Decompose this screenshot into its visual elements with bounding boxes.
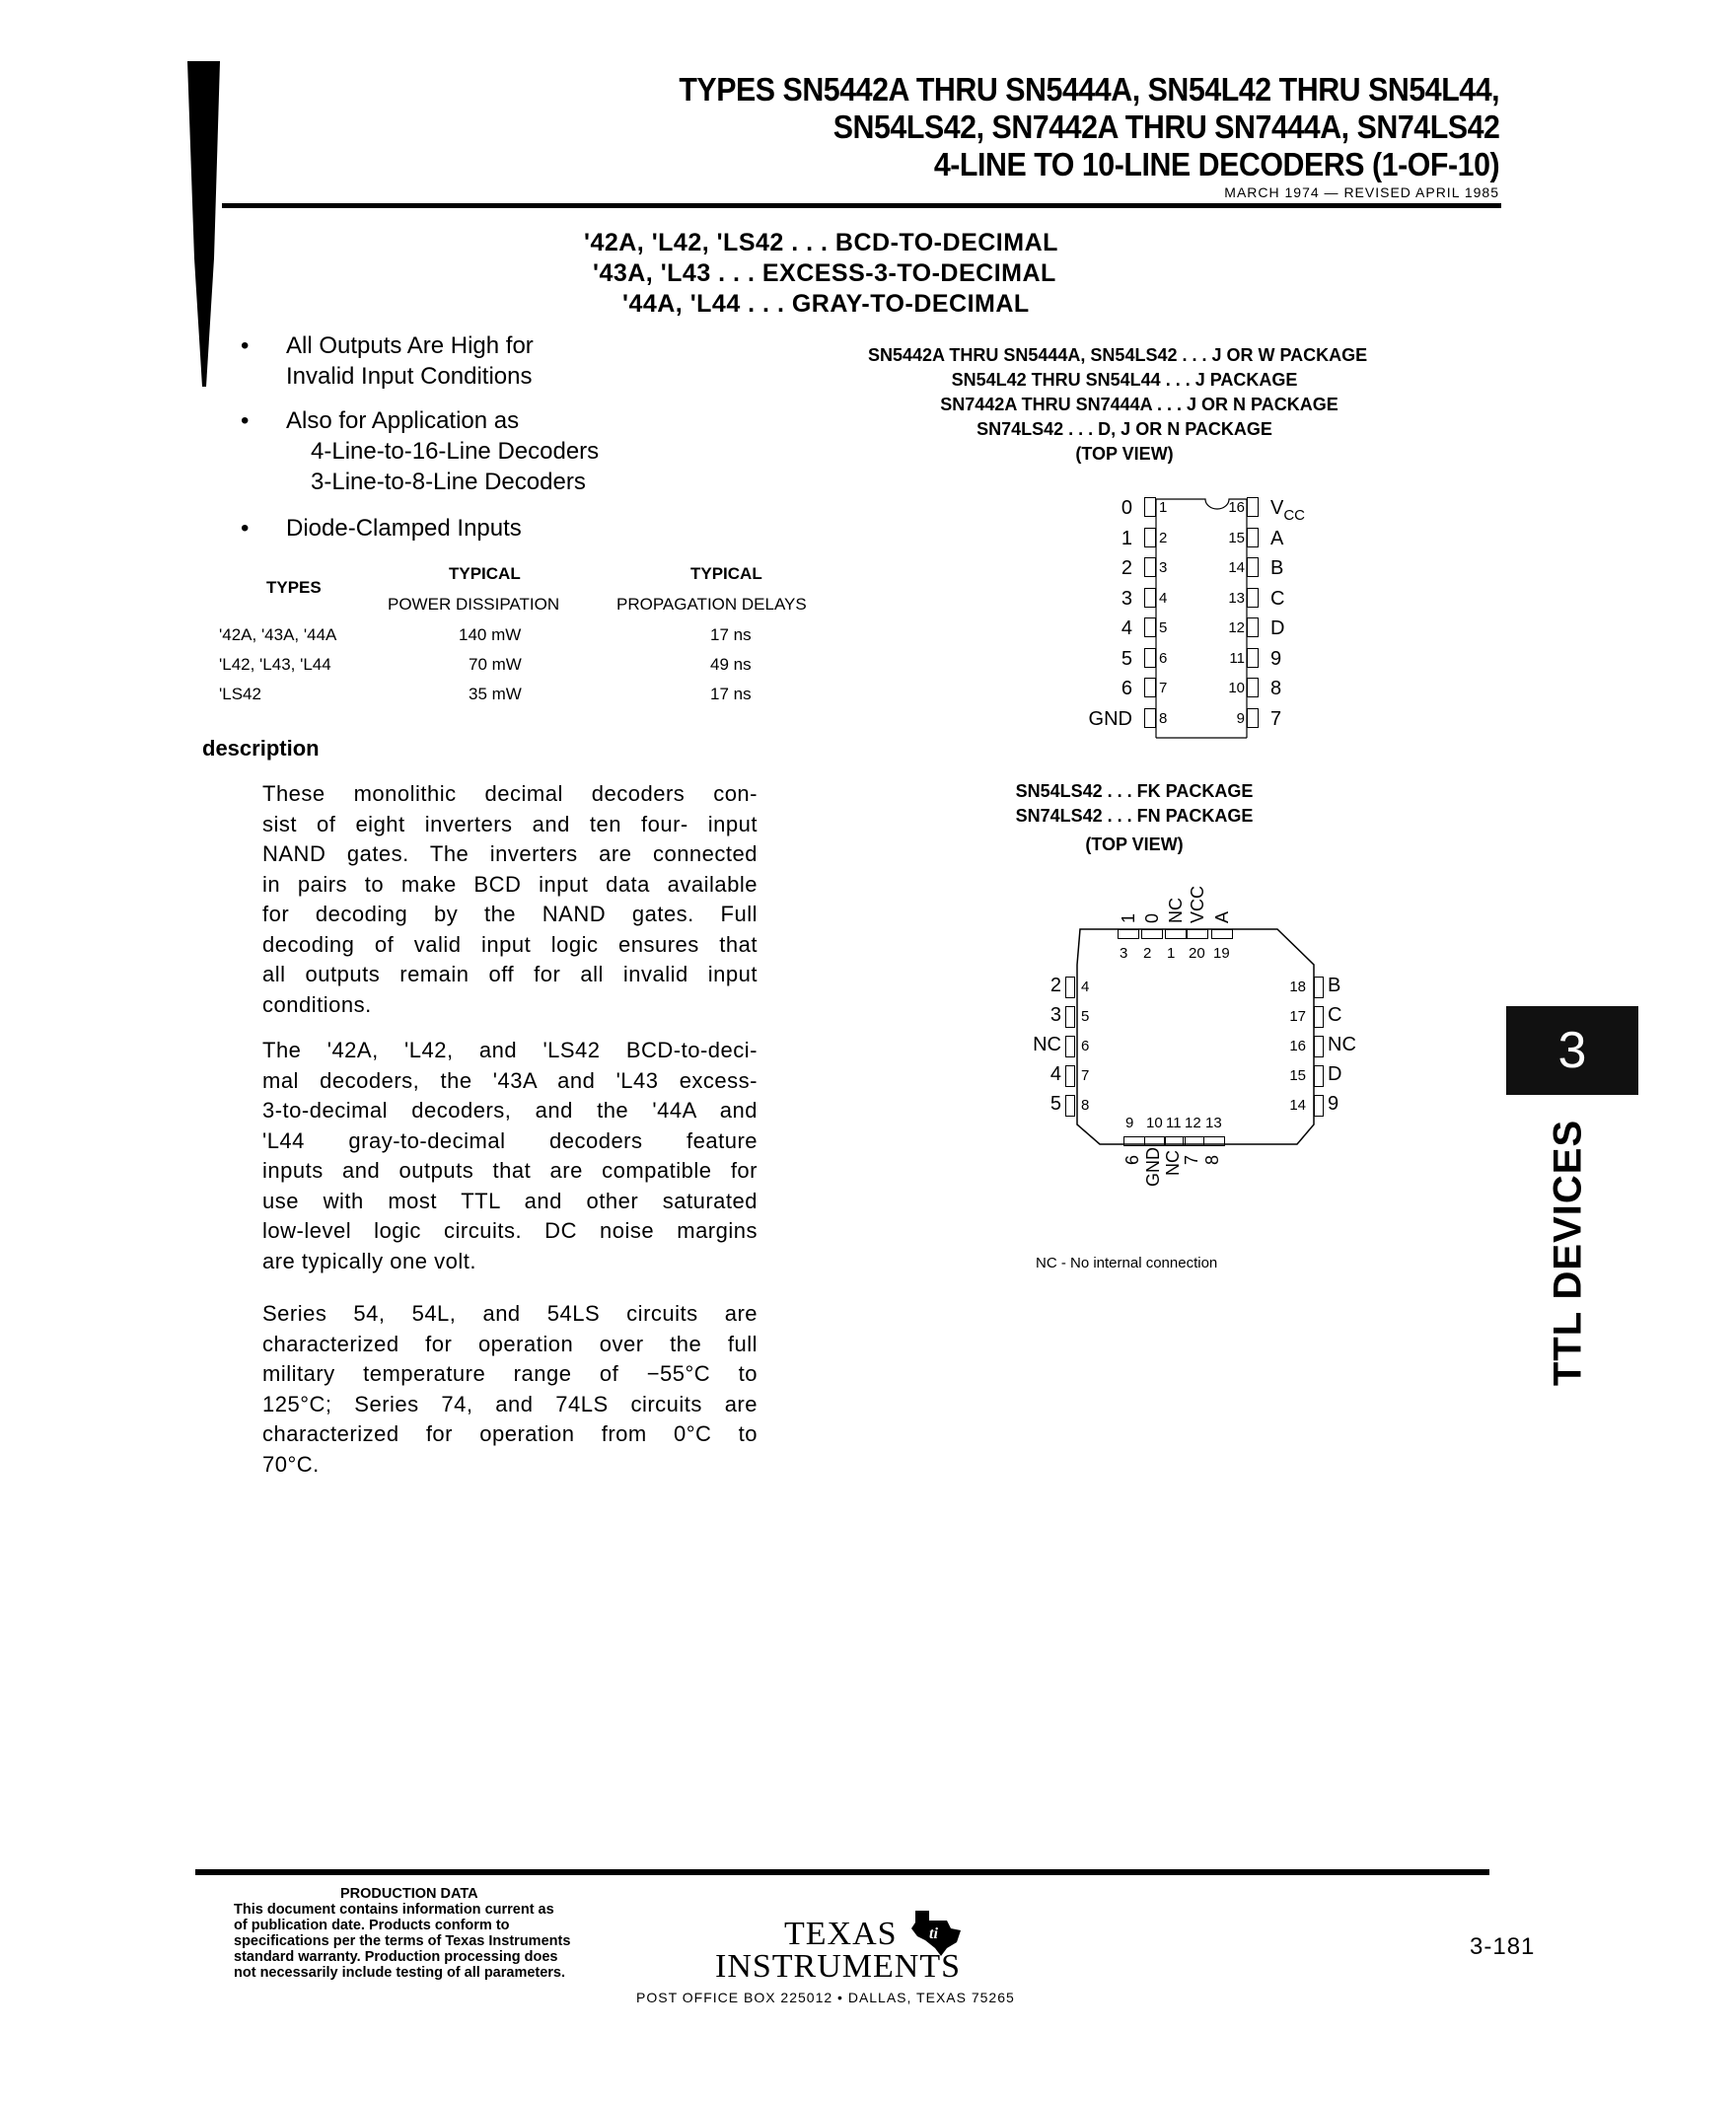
pin-label: C [1328,1004,1342,1026]
feature-text: All Outputs Are High for [286,332,534,359]
title-line-1: TYPES SN5442A THRU SN5444A, SN54L42 THRU SN54L44, [679,71,1499,108]
pin-number: 2 [1143,945,1152,962]
paragraph-line: 'L44 gray-to-decimal decoders feature [262,1127,758,1153]
table-cell-type: 'L42, 'L43, 'L44 [219,655,331,674]
package-line: SN74LS42 . . . D, J OR N PACKAGE [976,419,1272,439]
pin-box [1144,528,1156,547]
table-cell-delay: 17 ns [710,685,752,703]
pin-number: 6 [1159,649,1168,667]
paragraph-line: are typically one volt. [262,1248,476,1273]
pin-label: B [1328,975,1341,996]
subtitle-gray: '44A, 'L44 . . . GRAY-TO-DECIMAL [622,290,1030,318]
pin-box [1144,708,1156,728]
pin-box [1203,1136,1225,1146]
pin-number: 13 [1205,1115,1222,1131]
pin-label: 4 [1121,617,1132,639]
pin-box [1247,557,1259,577]
pin-label: GND [1088,707,1132,730]
pin-label: NC [1163,1150,1183,1176]
paragraph-line: decoding of valid input logic ensures that [262,931,758,957]
margin-bar [182,61,222,397]
pin-label: 4 [1049,1063,1061,1085]
pin-number: 13 [1228,589,1245,607]
paragraph-line: 3-to-decimal decoders, and the '44A and [262,1098,758,1123]
pin-number: 5 [1159,619,1168,636]
pin-box [1247,528,1259,547]
pin-box [1144,588,1156,608]
paragraph-line: characterized for operation from 0°C to [262,1421,758,1446]
paragraph-line: conditions. [262,991,372,1017]
pin-label: D [1328,1063,1342,1085]
pin-number: 8 [1081,1097,1090,1114]
paragraph-line: 125°C; Series 74, and 74LS circuits are [262,1391,758,1416]
package1-caption [868,343,1368,467]
bullet-icon: • [241,332,250,359]
pin-number: 5 [1081,1008,1090,1025]
pin-box [1165,929,1187,939]
pin-box [1065,1095,1075,1117]
nc-note: NC - No internal connection [1036,1255,1218,1271]
pin-number: 1 [1167,945,1176,962]
notice-line: of publication date. Products conform to [234,1918,510,1933]
title-line-3: 4-LINE TO 10-LINE DECODERS (1-OF-10) [933,146,1499,182]
pin-label: 3 [1121,587,1132,610]
pin-box [1065,1006,1075,1028]
pin-number: 11 [1229,649,1245,667]
pin-number: 14 [1228,559,1245,576]
plcc-pin-group [1026,878,1356,1233]
pin-label: 7 [1270,707,1282,730]
pin-number: 18 [1289,979,1306,995]
pin-label: GND [1143,1147,1163,1187]
section-label-text: TTL DEVICES [1546,1119,1590,1387]
paragraph-line: 70°C. [262,1451,320,1477]
pin-number: 3 [1120,945,1128,962]
pin-box [1144,678,1156,697]
svg-text:ti: ti [929,1925,938,1942]
pin-box [1118,929,1139,939]
bullet-icon: • [241,515,250,542]
pin-label: 1 [1121,527,1132,549]
pin-number: 4 [1081,979,1090,995]
pin-label: C [1270,587,1285,610]
description-paragraph-1 [262,779,758,1020]
section-tab: 3 [1506,1006,1638,1095]
pin-box [1123,1136,1145,1146]
feature-text: 4-Line-to-16-Line Decoders [311,438,600,465]
feature-text: 3-Line-to-8-Line Decoders [311,469,586,495]
pin-box [1314,977,1324,998]
pin-label: VCC [1188,885,1207,923]
pin-label: NC [1328,1034,1356,1055]
notice-line: specifications per the terms of Texas Instruments [234,1933,571,1949]
pin-box [1314,1006,1324,1028]
feature-text: Invalid Input Conditions [286,363,533,390]
pin-box [1144,1136,1166,1146]
pin-box [1314,1065,1324,1087]
pin-number: 2 [1159,529,1168,546]
table-cell-delay: 49 ns [710,655,752,674]
paragraph-line: The '42A, 'L42, and 'LS42 BCD-to-deci- [262,1038,758,1062]
feature-text: Also for Application as [286,407,520,434]
table-cell-power: 35 mW [469,685,522,703]
pin-box [1065,977,1075,998]
pin-box [1144,497,1156,517]
paragraph-line: all outputs remain off for all invalid input [262,962,758,986]
pin-number: 19 [1213,945,1230,962]
pin-box [1065,1065,1075,1087]
col-head-delay: PROPAGATION DELAYS [616,595,807,614]
pin-number: 9 [1125,1115,1134,1131]
pin-label: D [1270,617,1285,639]
pin-label: 2 [1121,557,1132,579]
pin-label: 3 [1049,1004,1061,1026]
pin-label: 0 [1142,912,1162,923]
notice-line: not necessarily include testing of all parameters. [234,1965,566,1981]
pin-box [1141,929,1163,939]
paragraph-line: use with most TTL and other saturated [262,1188,758,1213]
table-cell-delay: 17 ns [710,625,752,644]
pin-box [1247,617,1259,637]
package-line: SN7442A THRU SN7444A . . . J OR N PACKAGE [940,395,1338,414]
pin-number: 12 [1228,619,1245,636]
pin-label: 2 [1049,975,1061,996]
subtitle-bcd: '42A, 'L42, 'LS42 . . . BCD-TO-DECIMAL [584,229,1058,256]
pin-label: 5 [1049,1093,1061,1115]
col-head-typical-delay: TYPICAL [690,564,762,583]
paragraph-line: These monolithic decimal decoders con- [262,781,758,806]
package-line: SN54LS42 . . . FK PACKAGE [1015,781,1254,801]
paragraph-line: NAND gates. The inverters are connected [262,841,758,866]
package-line: SN5442A THRU SN5444A, SN54LS42 . . . J OR W PACKAGE [868,345,1368,365]
pin-number: 12 [1185,1115,1201,1131]
pin-box [1144,648,1156,668]
paragraph-line: military temperature range of −55°C to [262,1361,758,1386]
pin-number: 7 [1081,1067,1090,1084]
package-line: (TOP VIEW) [1075,444,1174,464]
pin-label: 6 [1121,678,1132,699]
pin-box [1187,929,1208,939]
pin-label: 1 [1119,912,1138,923]
pin-label: NC [1033,1034,1061,1055]
package-line: SN54L42 THRU SN54L44 . . . J PACKAGE [951,370,1298,390]
pin-number: 17 [1289,1008,1306,1025]
header-rule [222,203,1501,208]
pin-box [1183,1136,1204,1146]
col-head-types: TYPES [266,578,322,597]
package-line: (TOP VIEW) [1085,834,1184,854]
feature-item-application [241,405,600,497]
pin-number: 15 [1289,1067,1306,1084]
pin-number: 16 [1289,1038,1306,1054]
notice-line: This document contains information current as [234,1902,554,1918]
subtitle-excess3: '43A, 'L43 . . . EXCESS-3-TO-DECIMAL [593,259,1056,287]
notice-line: standard warranty. Production processing does [234,1949,558,1965]
pin-number: 6 [1081,1038,1090,1054]
pin-box [1247,648,1259,668]
pin-number: 11 [1166,1115,1182,1131]
bullet-icon: • [241,407,250,434]
description-paragraph-3 [262,1299,758,1480]
paragraph-line: low-level logic circuits. DC noise margins [262,1218,758,1243]
pin-number: 9 [1236,709,1245,727]
pin-label: A [1212,910,1232,923]
pin-label: NC [1166,898,1186,923]
pin-box [1247,588,1259,608]
feature-item-outputs [241,330,534,392]
dip-pin-group [1065,493,1341,750]
pin-label: $V_{CC}$ [1270,497,1306,524]
paragraph-line: mal decoders, the '43A and 'L43 excess- [262,1067,758,1093]
section-label [1539,1115,1598,1391]
pin-number: 7 [1159,680,1168,696]
post-office-box: POST OFFICE BOX 225012 • DALLAS, TEXAS 75265 [636,1990,1015,2005]
pin-label: B [1270,557,1284,579]
pin-label: 8 [1270,678,1282,699]
table-cell-type: '42A, '43A, '44A [219,625,337,644]
col-head-typical-power: TYPICAL [449,564,521,583]
package-line: SN74LS42 . . . FN PACKAGE [1015,806,1254,826]
ti-logo-text-2: INSTRUMENTS [715,1948,962,1985]
pin-number: 14 [1289,1097,1306,1114]
pin-label: 9 [1270,647,1282,670]
pin-box [1314,1095,1324,1117]
feature-item-diode [241,513,522,544]
pin-number: 16 [1228,499,1245,516]
pin-number: 1 [1159,499,1168,516]
pin-box [1247,497,1259,517]
paragraph-line: characterized for operation over the full [262,1331,758,1356]
pin-box [1314,1036,1324,1057]
col-head-power: POWER DISSIPATION [388,595,560,614]
table-cell-type: 'LS42 [219,685,261,703]
pin-box [1065,1036,1075,1057]
ti-logo [715,1909,991,1988]
pin-box [1247,708,1259,728]
production-data-title: PRODUCTION DATA [340,1886,478,1902]
pin-number: 20 [1189,945,1205,962]
pin-number: 15 [1228,529,1245,546]
footer-rule [195,1869,1489,1875]
pin-label: 6 [1122,1154,1142,1165]
description-heading: description [202,736,320,761]
pin-box [1211,929,1233,939]
pin-label: 8 [1202,1154,1222,1165]
paragraph-line: for decoding by the NAND gates. Full [262,902,758,926]
pin-label: 7 [1182,1154,1201,1165]
pin-label: 5 [1121,647,1132,670]
feature-text: Diode-Clamped Inputs [286,515,522,542]
pin-box [1247,678,1259,697]
paragraph-line: in pairs to make BCD input data available [262,871,758,897]
pin-number: 8 [1159,709,1168,727]
pin-number: 10 [1146,1115,1163,1131]
table-cell-power: 70 mW [469,655,522,674]
paragraph-line: inputs and outputs that are compatible for [262,1158,758,1183]
pin-label: 9 [1328,1093,1339,1115]
pin-number: 10 [1228,680,1245,696]
production-data-notice [234,1902,570,1981]
pin-label: A [1270,527,1284,549]
description-paragraph-2 [262,1036,758,1276]
pin-box [1144,557,1156,577]
paragraph-line: Series 54, 54L, and 54LS circuits are [262,1301,758,1326]
paragraph-line: sist of eight inverters and ten four- input [262,811,758,836]
pin-number: 3 [1159,559,1168,576]
revision-date: MARCH 1974 — REVISED APRIL 1985 [1224,184,1499,200]
ti-logo-text-1: TEXAS [784,1916,898,1952]
pin-label: 0 [1121,497,1132,519]
page-number: 3-181 [1470,1933,1536,1960]
pin-number: 4 [1159,589,1168,607]
ti-map-icon [907,1909,967,1958]
pin-box [1144,617,1156,637]
package2-caption [986,779,1282,857]
table-cell-power: 140 mW [459,625,522,644]
title-line-2: SN54LS42, SN7442A THRU SN7444A, SN74LS42 [832,109,1499,145]
